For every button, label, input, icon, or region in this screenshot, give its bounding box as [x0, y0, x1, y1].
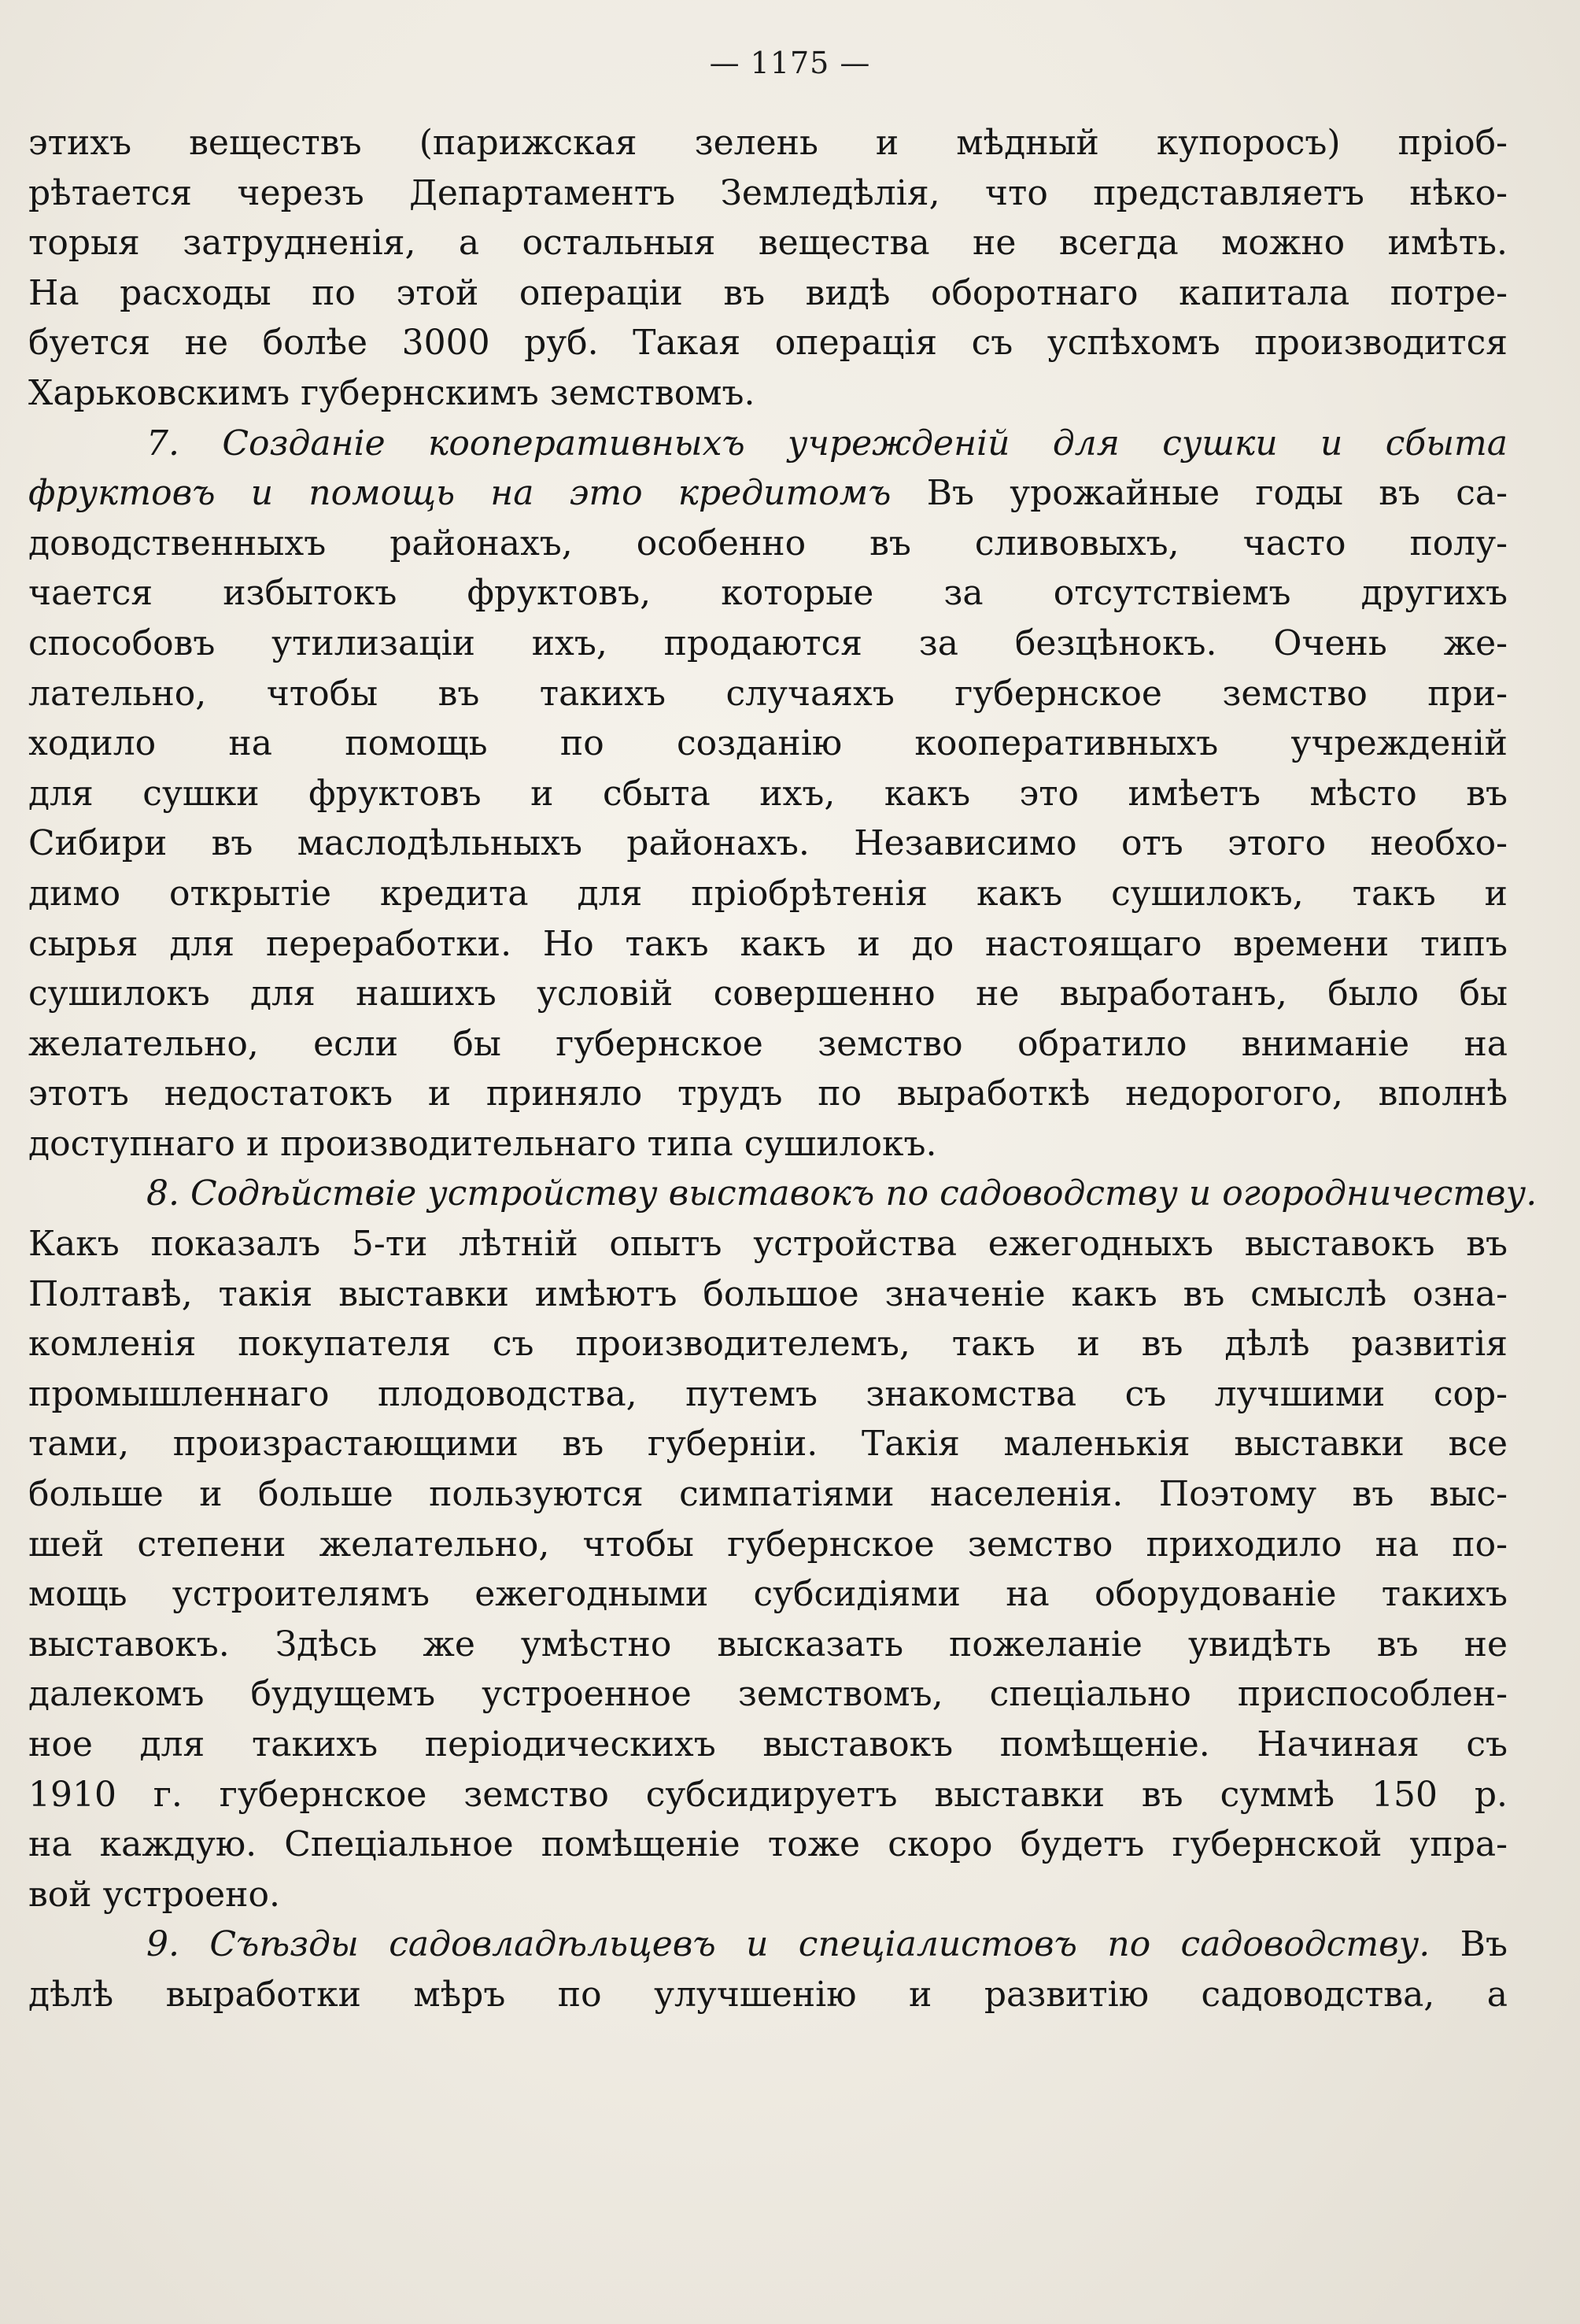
text-line: буется не болѣе 3000 руб. Такая операція съ успѣхомъ производится: [28, 323, 1508, 364]
text-line: шей степени желательно, чтобы губернское земство приходило на по-: [28, 1524, 1508, 1565]
section-7-heading-line: 7. Созданіе кооперативныхъ учрежденій для сушки и сбыта: [146, 423, 1508, 464]
paragraph-chemicals: [28, 118, 1508, 419]
section-7: [28, 419, 1508, 1169]
text-line: далекомъ будущемъ устроенное земствомъ, спеціально приспособлен-: [28, 1674, 1508, 1715]
text-line: торыя затрудненія, а остальныя вещества не всегда можно имѣть.: [28, 223, 1508, 264]
text-line: желательно, если бы губернское земство обратило вниманіе на: [28, 1023, 1508, 1064]
text-line: доступнаго и производительнаго типа сушилокъ.: [28, 1123, 937, 1164]
text-line: мощь устроителямъ ежегодными субсидіями на оборудованіе такихъ: [28, 1574, 1508, 1615]
section-8-heading-line: 8. Содѣйствіе устройству выставокъ по садоводству и огородничеству.: [146, 1173, 1538, 1214]
text-line: выставокъ. Здѣсь же умѣстно высказать пожеланіе увидѣть въ не: [28, 1624, 1508, 1664]
text-line: этихъ веществъ (парижская зелень и мѣдный купоросъ) пріоб-: [28, 123, 1508, 163]
text-line: вой устроено.: [28, 1874, 280, 1915]
text-line: Какъ показалъ 5-ти лѣтній опытъ устройства ежегодныхъ выставокъ въ: [28, 1224, 1508, 1265]
text-line: больше и больше пользуются симпатіями населенія. Поэтому въ выс-: [28, 1474, 1508, 1515]
text-line: Сибири въ маслодѣльныхъ районахъ. Независимо отъ этого необхо-: [28, 823, 1508, 864]
text-line: чается избытокъ фруктовъ, которые за отсутствіемъ другихъ: [28, 573, 1508, 614]
text-line: сушилокъ для нашихъ условій совершенно не выработанъ, было бы: [28, 974, 1508, 1014]
text-line: сырья для переработки. Но такъ какъ и до настоящаго времени типъ: [28, 923, 1508, 964]
text-line: ходило на помощь по созданію кооперативныхъ учрежденій: [28, 723, 1508, 764]
text-line: На расходы по этой операціи въ видѣ оборотнаго капитала потре-: [28, 272, 1508, 313]
section-9-text-start: Въ: [1430, 1924, 1508, 1965]
body-text: [28, 118, 1538, 2020]
text-line: для сушки фруктовъ и сбыта ихъ, какъ это имѣетъ мѣсто въ: [28, 773, 1508, 814]
section-7-text-start: Въ урожайные годы въ са-: [891, 473, 1508, 514]
text-line: промышленнаго плодоводства, путемъ знакомства съ лучшими сор-: [28, 1373, 1508, 1414]
text-line: ное для такихъ періодическихъ выставокъ помѣщеніе. Начиная съ: [28, 1724, 1508, 1764]
text-line: этотъ недостатокъ и приняло трудъ по выработкѣ недорогого, вполнѣ: [28, 1073, 1508, 1114]
text-line: рѣтается черезъ Департаментъ Земледѣлія, что представляетъ нѣко-: [28, 172, 1508, 213]
text-line: дѣлѣ выработки мѣръ по улучшенію и развитію садоводства, а: [28, 1974, 1508, 2015]
text-line: лательно, чтобы въ такихъ случаяхъ губернское земство при-: [28, 673, 1508, 714]
section-9-heading-italic: 9. Съѣзды садовладѣльцевъ и спеціалистовъ по садоводству.: [146, 1924, 1430, 1965]
section-8: [28, 1169, 1538, 1919]
section-7-heading-continued: фруктовъ и помощь на это кредитомъ: [28, 473, 892, 514]
page-number: — 1175 —: [709, 46, 871, 80]
text-line: Полтавѣ, такія выставки имѣютъ большое значеніе какъ въ смыслѣ озна-: [28, 1273, 1508, 1314]
section-9-heading-line: [28, 1919, 1508, 1970]
text-line: комленія покупателя съ производителемъ, такъ и въ дѣлѣ развитія: [28, 1324, 1508, 1365]
text-line: Харьковскимъ губернскимъ земствомъ.: [28, 372, 755, 413]
text-line: димо открытіе кредита для пріобрѣтенія какъ сушилокъ, такъ и: [28, 873, 1508, 914]
text-line: на каждую. Спеціальное помѣщеніе тоже скоро будетъ губернской упра-: [28, 1824, 1508, 1865]
text-line: тами, произрастающими въ губерніи. Такія маленькія выставки все: [28, 1424, 1508, 1465]
text-line: 1910 г. губернское земство субсидируетъ выставки въ суммѣ 150 р.: [28, 1774, 1508, 1815]
text-line: [28, 468, 1508, 519]
text-line: способовъ утилизаціи ихъ, продаются за безцѣнокъ. Очень же-: [28, 623, 1508, 663]
section-9: [28, 1919, 1508, 2019]
text-line: доводственныхъ районахъ, особенно въ сливовыхъ, часто полу-: [28, 523, 1508, 563]
